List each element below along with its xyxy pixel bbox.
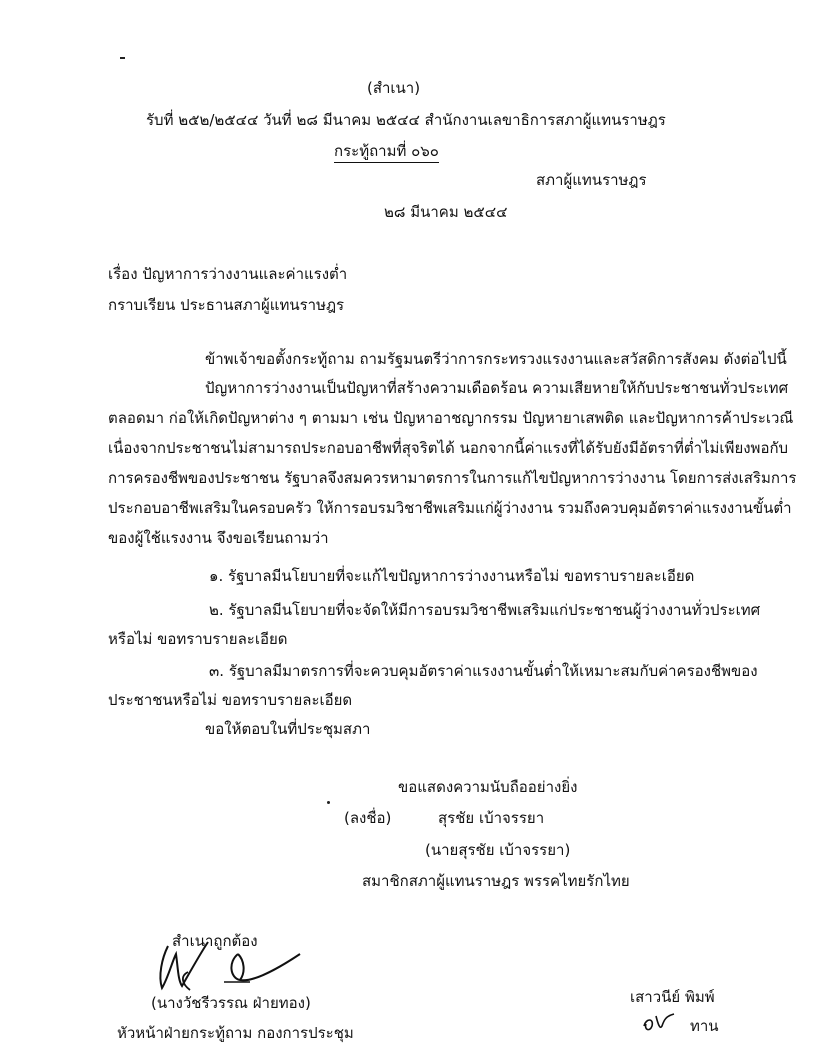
question-3-line-1: ๓. รัฐบาลมีมาตรการที่จะควบคุมอัตราค่าแรงงานขั้นต่ำให้เหมาะสมกับค่าครองชีพของ bbox=[209, 662, 758, 680]
body-line: เนื่องจากประชาชนไม่สามารถประกอบอาชีพที่สุจริตได้ นอกจากนี้ค่าแรงที่ได้รับยังมีอัตราที่ต่ำไม่เพียงพอกับ bbox=[108, 439, 789, 457]
received-line: รับที่ ๒๕๒/๒๕๔๔ วันที่ ๒๘ มีนาคม ๒๕๔๔ สำนักงานเลขาธิการสภาผู้แทนราษฎร bbox=[146, 111, 666, 129]
respect-closing: ขอแสดงความนับถืออย่างยิ่ง bbox=[398, 778, 578, 796]
question-2-line-2: หรือไม่ ขอทราบรายละเอียด bbox=[108, 630, 288, 648]
copy-label: (สำเนา) bbox=[367, 79, 421, 97]
handwritten-signature bbox=[150, 932, 310, 994]
checker-initials bbox=[640, 1008, 680, 1034]
certified-copy-label: สำเนาถูกต้อง bbox=[172, 932, 258, 950]
document-date: ๒๘ มีนาคม ๒๕๔๔ bbox=[384, 203, 508, 221]
certifier-position: หัวหน้าฝ่ายกระทู้ถาม กองการประชุม bbox=[117, 1024, 354, 1042]
subject-line: เรื่อง ปัญหาการว่างงานและค่าแรงต่ำ bbox=[108, 265, 348, 283]
checker-note: ทาน bbox=[690, 1017, 719, 1035]
body-line: ประกอบอาชีพเสริมในครอบครัว ให้การอบรมวิชาชีพเสริมแก่ผู้ว่างงาน รวมถึงควบคุมอัตราค่าแรงงานขั้นต่ำ bbox=[108, 499, 792, 517]
certifier-name: (นางวัชรีวรรณ ฝ่ายทอง) bbox=[151, 994, 311, 1012]
stray-mark bbox=[120, 57, 125, 59]
typist-note: เสาวนีย์ พิมพ์ bbox=[630, 988, 715, 1006]
question-2-line-1: ๒. รัฐบาลมีนโยบายที่จะจัดให้มีการอบรมวิชาชีพเสริมแก่ประชาชนผู้ว่างงานทั่วประเทศ bbox=[209, 601, 761, 619]
body-line: ปัญหาการว่างงานเป็นปัญหาที่สร้างความเดือดร้อน ความเสียหายให้กับประชาชนทั่วประเทศ bbox=[205, 379, 789, 397]
organization: สภาผู้แทนราษฎร bbox=[536, 171, 647, 189]
question-3-line-2: ประชาชนหรือไม่ ขอทราบรายละเอียด bbox=[108, 691, 353, 709]
question-1: ๑. รัฐบาลมีนโยบายที่จะแก้ไขปัญหาการว่างงานหรือไม่ ขอทราบรายละเอียด bbox=[209, 567, 695, 585]
question-number: กระทู้ถามที่ ๐๖๐ bbox=[334, 141, 439, 163]
stray-dot bbox=[327, 801, 330, 804]
closing-request: ขอให้ตอบในที่ประชุมสภา bbox=[205, 720, 371, 738]
body-line: การครองชีพของประชาชน รัฐบาลจึงสมควรหามาตรการในการแก้ไขปัญหาการว่างงาน โดยการส่งเสริมการ bbox=[108, 469, 797, 487]
salutation-line: กราบเรียน ประธานสภาผู้แทนราษฎร bbox=[108, 296, 345, 314]
signed-name: สุรชัย เบ้าจรรยา bbox=[438, 809, 545, 827]
signer-position: สมาชิกสภาผู้แทนราษฎร พรรคไทยรักไทย bbox=[362, 872, 630, 890]
printed-name: (นายสุรชัย เบ้าจรรยา) bbox=[425, 841, 571, 859]
body-line: ตลอดมา ก่อให้เกิดปัญหาต่าง ๆ ตามมา เช่น ปัญหาอาชญากรรม ปัญหายาเสพติด และปัญหาการค้าประเวณี bbox=[108, 409, 794, 427]
body-line: ของผู้ใช้แรงงาน จึงขอเรียนถามว่า bbox=[108, 529, 329, 547]
signed-label: (ลงชื่อ) bbox=[344, 809, 392, 827]
intro-paragraph: ข้าพเจ้าขอตั้งกระทู้ถาม ถามรัฐมนตรีว่าการกระทรวงแรงงานและสวัสดิการสังคม ดังต่อไปนี้ bbox=[205, 350, 787, 368]
